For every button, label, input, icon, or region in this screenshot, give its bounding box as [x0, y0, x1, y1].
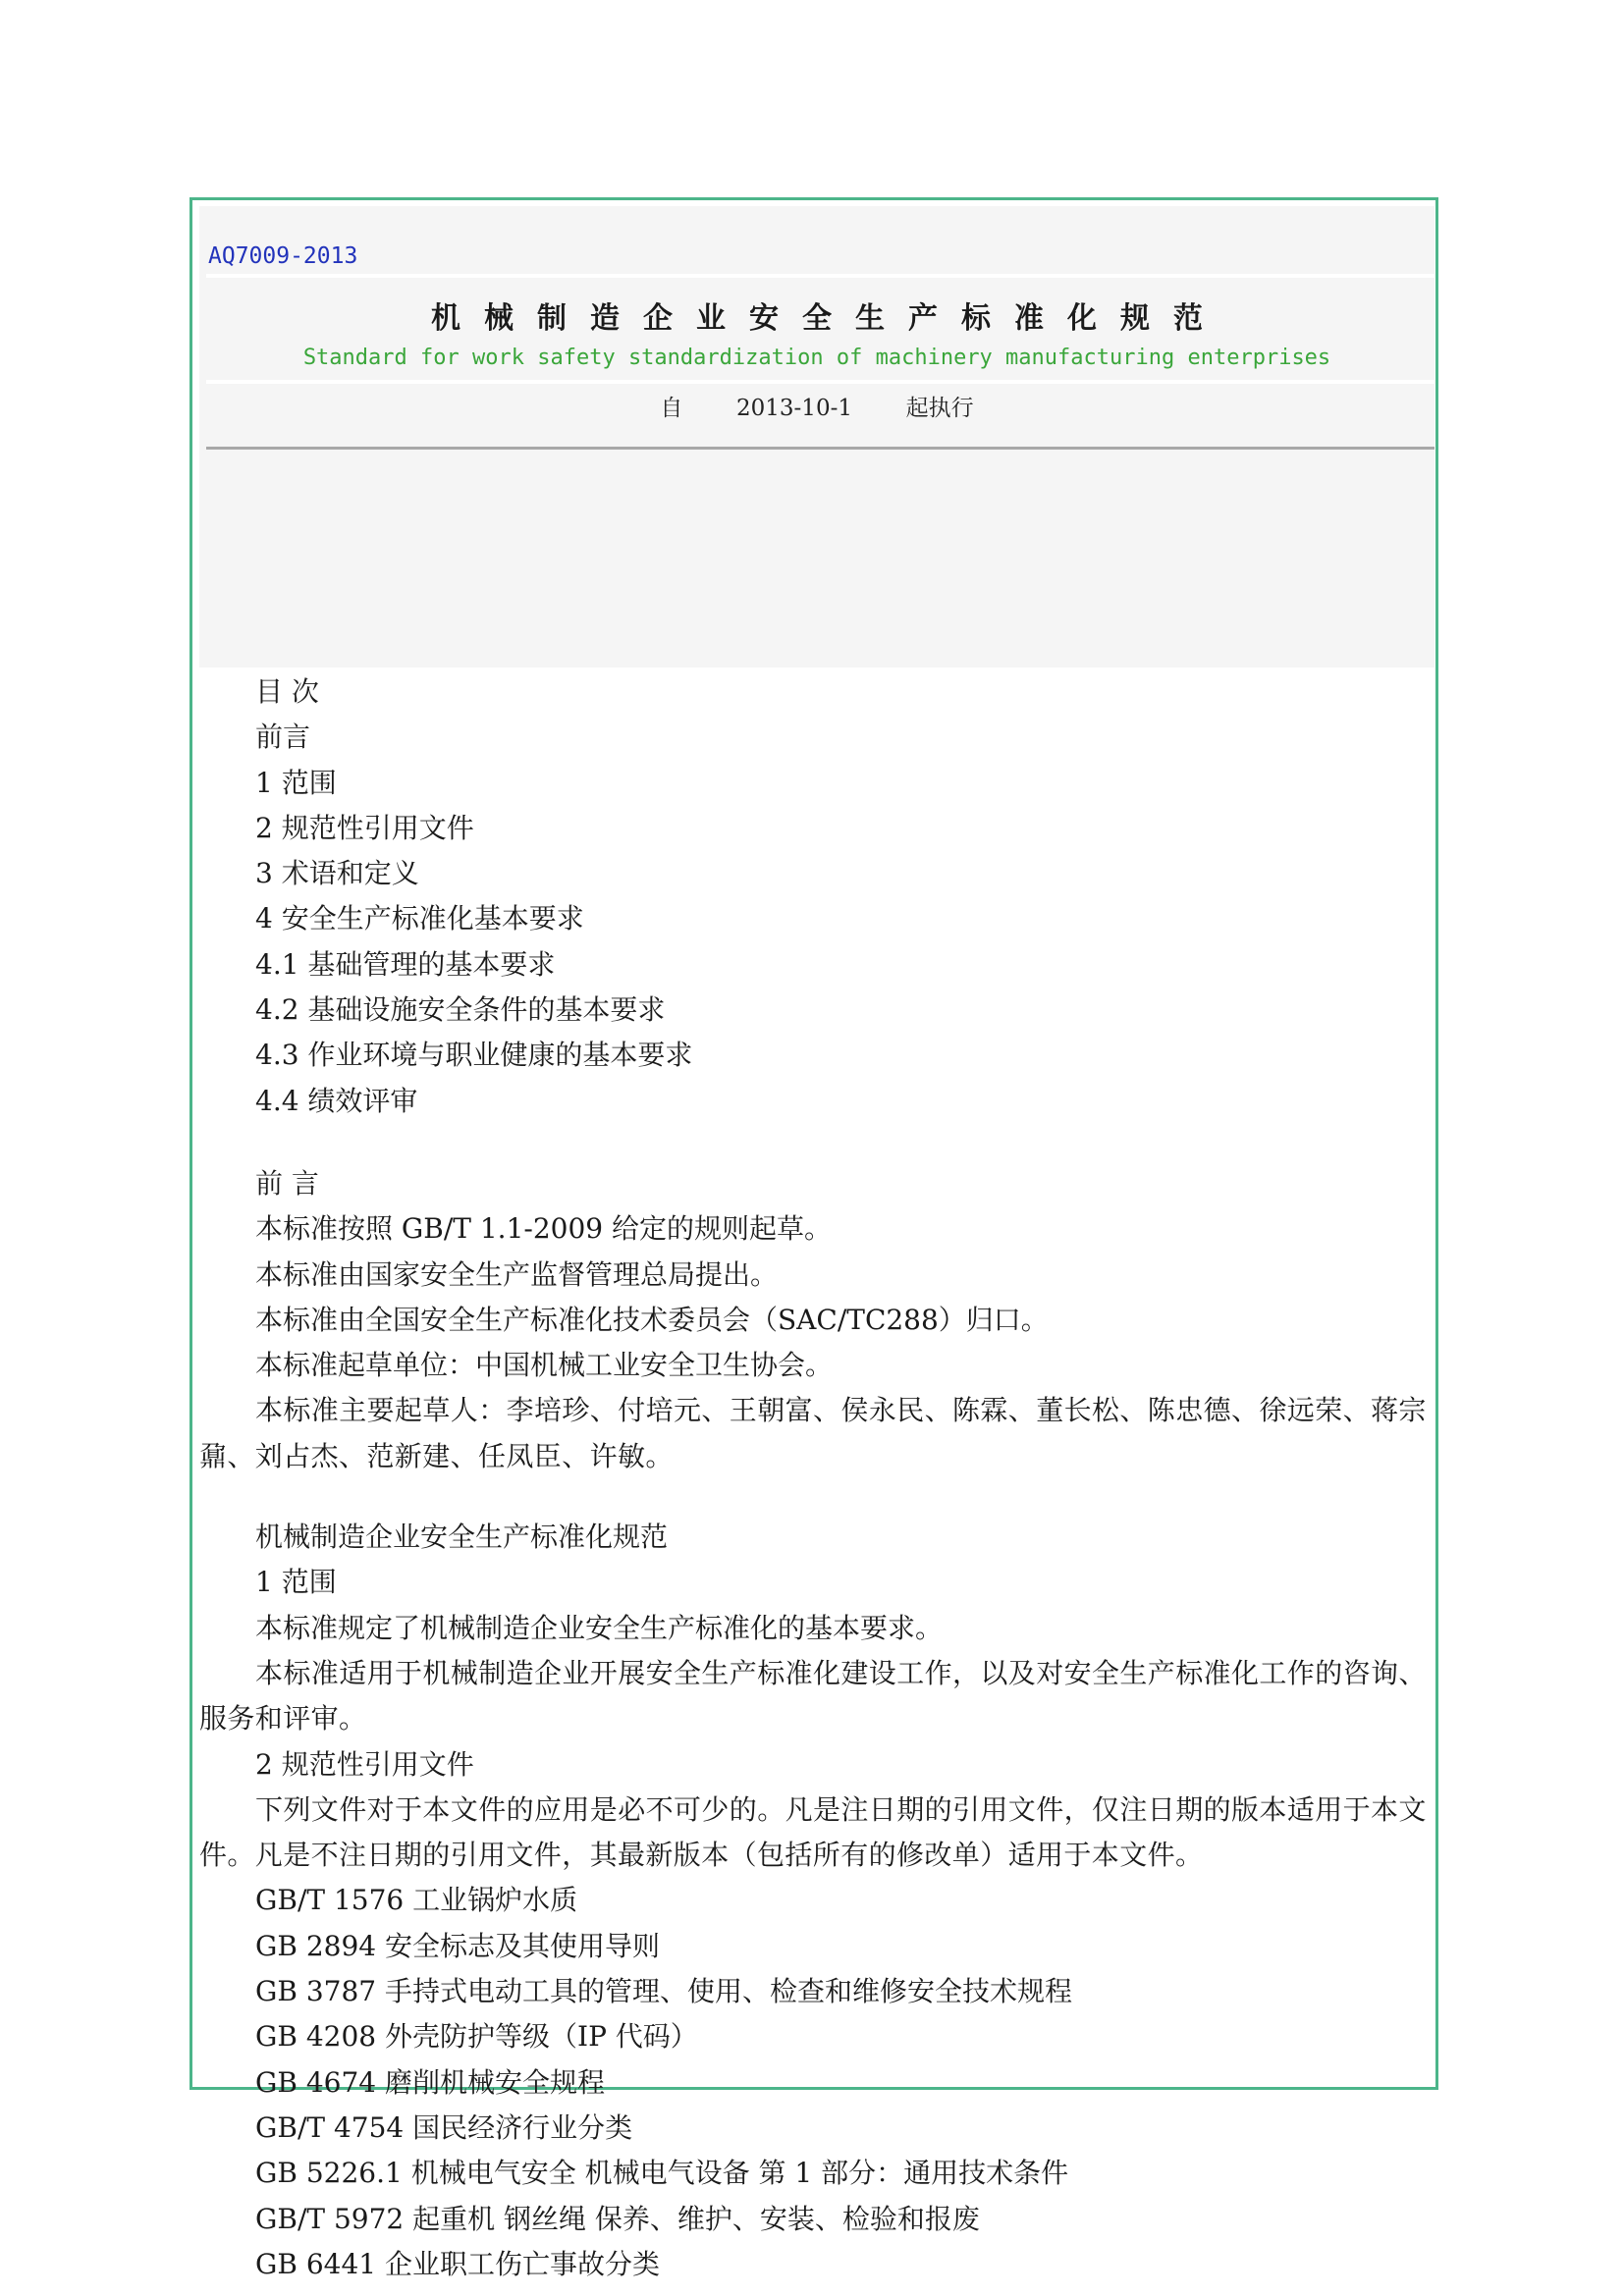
reference-item: GB/T 1576 工业锅炉水质 [255, 1884, 578, 1917]
toc-item: 4 安全生产标准化基本要求 [255, 902, 584, 935]
document-header [199, 206, 1435, 667]
document-title: 机械制造企业安全生产标准化规范 [255, 1521, 669, 1554]
toc-item: 3 术语和定义 [255, 857, 419, 890]
toc-item: 1 范围 [255, 766, 337, 799]
standard-title-chinese: 机械制造企业安全生产标准化规范 [431, 301, 1226, 336]
reference-item: GB/T 4754 国民经济行业分类 [255, 2110, 633, 2144]
effective-prefix: 自 [660, 396, 683, 421]
toc-item: 4.3 作业环境与职业健康的基本要求 [255, 1039, 693, 1072]
document-frame [189, 197, 1438, 2280]
section-heading-scope: 1 范围 [255, 1566, 337, 1599]
reference-item: GB 4674 磨削机械安全规程 [255, 2065, 606, 2099]
standard-title-english: Standard for work safety standardization of machinery manufacturing enterprises [302, 346, 1331, 370]
reference-item: GB 5226.1 机械电气安全 机械电气设备 第 1 部分：通用技术条件 [255, 2157, 1069, 2190]
toc-item: 2 规范性引用文件 [255, 811, 474, 844]
foreword-heading: 前 言 [255, 1166, 319, 1200]
foreword-line: 本标准由全国安全生产标准化技术委员会（SAC/TC288）归口。 [255, 1303, 1049, 1336]
normative-paragraph: 下列文件对于本文件的应用是必不可少的。凡是注日期的引用文件，仅注日期的版本适用于本文件。凡是不注日期的引用文件，其最新版本（包括所有的修改单）适用于本文件。 [199, 1792, 1427, 1872]
reference-item: GB 2894 安全标志及其使用导则 [255, 1929, 661, 1962]
reference-item: GB 3787 手持式电动工具的管理、使用、检查和维修安全技术规程 [255, 1975, 1073, 2008]
foreword-line: 本标准由国家安全生产监督管理总局提出。 [255, 1257, 779, 1291]
reference-item: GB 4208 外壳防护等级（IP 代码） [255, 2020, 698, 2054]
foreword-drafters: 本标准主要起草人：李培珍、付培元、王朝富、侯永民、陈霖、董长松、陈忠德、徐远荣、蒋宗鼐、刘占杰、范新建、任凤臣、许敏。 [199, 1394, 1427, 1472]
scope-paragraph: 本标准规定了机械制造企业安全生产标准化的基本要求。 [255, 1611, 944, 1644]
toc-item: 4.2 基础设施安全条件的基本要求 [255, 993, 666, 1027]
effective-date: 2013-10-1 [736, 396, 852, 421]
header-band-divider [206, 380, 1435, 384]
scope-paragraph: 本标准适用于机械制造企业开展安全生产标准化建设工作，以及对安全生产标准化工作的咨询、服务和评审。 [199, 1656, 1427, 1735]
reference-item: GB/T 5972 起重机 钢丝绳 保养、维护、安装、检验和报废 [255, 2202, 980, 2235]
toc-heading: 目 次 [255, 675, 319, 708]
toc-item: 前言 [255, 721, 311, 754]
standard-code: AQ7009-2013 [208, 243, 358, 269]
header-divider [206, 447, 1435, 450]
foreword-line: 本标准按照 GB/T 1.1-2009 给定的规则起草。 [255, 1212, 833, 1246]
toc-item: 4.4 绩效评审 [255, 1084, 418, 1117]
section-heading-normative: 2 规范性引用文件 [255, 1747, 474, 1781]
reference-item: GB 6441 企业职工伤亡事故分类 [255, 2247, 661, 2280]
foreword-line: 本标准起草单位：中国机械工业安全卫生协会。 [255, 1349, 834, 1382]
effective-date-line [199, 390, 1435, 422]
document-body [199, 669, 1435, 2287]
effective-suffix: 起执行 [905, 396, 974, 421]
header-band-divider [206, 274, 1435, 278]
toc-item: 4.1 基础管理的基本要求 [255, 947, 556, 981]
